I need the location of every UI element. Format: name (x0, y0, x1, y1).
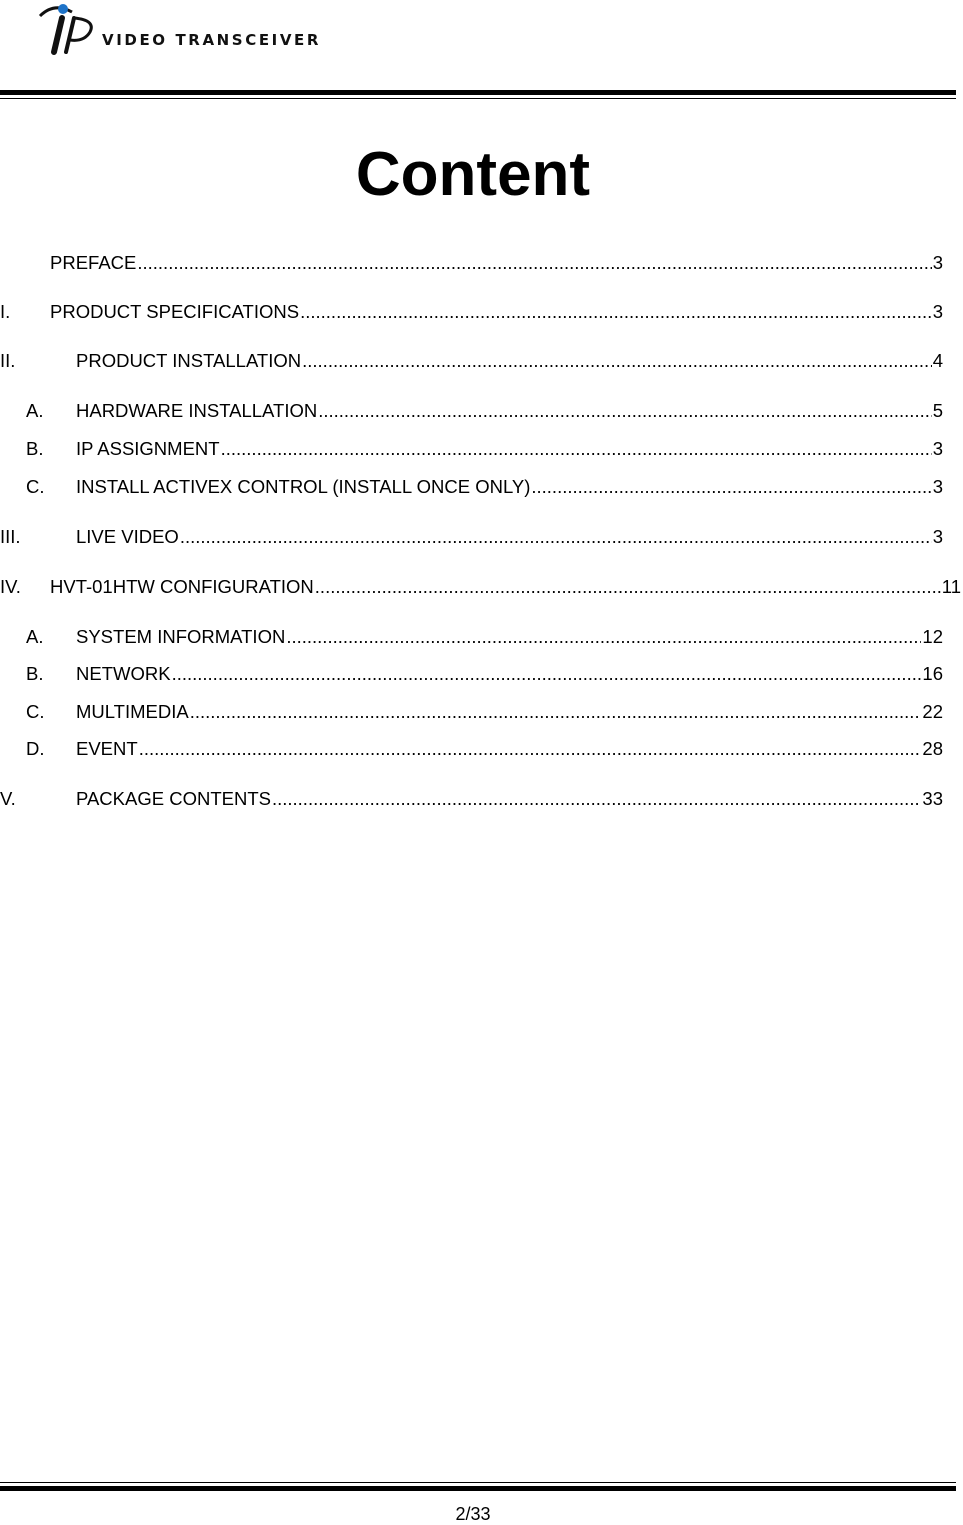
toc-leader-dots (318, 399, 931, 423)
toc-leader-dots (531, 475, 931, 499)
toc-entry-title: HVT-01HTW CONFIGURATION (50, 576, 314, 597)
toc-entry-title: PREFACE (50, 252, 137, 273)
toc-entry-title: INSTALL ACTIVEX CONTROL (INSTALL ONCE ONLY) (76, 476, 531, 497)
toc-entry-install-activex[interactable] (0, 475, 943, 499)
toc-entry-title: PRODUCT SPECIFICATIONS (50, 301, 300, 322)
toc-leader-dots (286, 625, 921, 649)
toc-entry-number: C. (26, 701, 45, 722)
toc-entry-ip-assignment[interactable] (0, 437, 943, 461)
toc-entry-network[interactable] (0, 662, 943, 686)
toc-entry-page: 3 (932, 438, 943, 459)
toc-entry-live-video[interactable] (0, 525, 943, 549)
toc-entry-page: 33 (922, 788, 943, 809)
toc-entry-title: MULTIMEDIA (76, 701, 189, 722)
toc-leader-dots (137, 251, 931, 275)
toc-entry-product-installation[interactable] (0, 349, 943, 373)
toc-leader-dots (272, 787, 921, 811)
toc-entry-page: 3 (932, 476, 943, 497)
toc-entry-preface[interactable] (0, 251, 943, 275)
toc-entry-multimedia[interactable] (0, 700, 943, 724)
toc-entry-page: 22 (922, 701, 943, 722)
toc-entry-number: II. (0, 350, 16, 371)
toc-entry-page: 28 (922, 738, 943, 759)
toc-entry-title: IP ASSIGNMENT (76, 438, 220, 459)
toc-leader-dots (300, 300, 932, 324)
toc-entry-page: 12 (922, 626, 943, 647)
toc-entry-page: 3 (932, 301, 943, 322)
toc-entry-page: 3 (932, 252, 943, 273)
toc-entry-number: A. (26, 400, 44, 421)
toc-entry-number: I. (0, 301, 11, 322)
page-title: Content (355, 140, 591, 209)
toc-leader-dots (221, 437, 932, 461)
footer-rule-thick (0, 1486, 956, 1491)
toc-entry-number: A. (26, 626, 44, 647)
footer-rule-thin (0, 1482, 956, 1483)
toc-entry-title: EVENT (76, 738, 138, 759)
toc-entry-number: B. (26, 663, 44, 684)
toc-entry-number: B. (26, 438, 44, 459)
toc-entry-event[interactable] (0, 737, 943, 761)
toc-entry-page: 4 (932, 350, 943, 371)
toc-leader-dots (172, 662, 922, 686)
page-number: 2/33 (455, 1504, 491, 1524)
toc-entry-page: 16 (922, 663, 943, 684)
toc-entry-number: D. (26, 738, 45, 759)
toc-entry-title: PRODUCT INSTALLATION (76, 350, 302, 371)
toc-entry-number: C. (26, 476, 45, 497)
toc-entry-number: V. (0, 788, 16, 809)
toc-entry-page: 5 (932, 400, 943, 421)
toc-leader-dots (139, 737, 922, 761)
toc-entry-hardware-installation[interactable] (0, 399, 943, 423)
toc-entry-system-information[interactable] (0, 625, 943, 649)
toc-entry-title: NETWORK (76, 663, 171, 684)
toc-entry-title: PACKAGE CONTENTS (76, 788, 271, 809)
toc-entry-configuration[interactable] (0, 575, 961, 599)
toc-entry-package-contents[interactable] (0, 787, 943, 811)
toc-entry-number: IV. (0, 576, 21, 597)
toc-entry-page: 11 (941, 576, 961, 597)
toc-entry-number: III. (0, 526, 21, 547)
toc-entry-page: 3 (932, 526, 943, 547)
toc-leader-dots (190, 700, 922, 724)
logo-wordmark: VIDEO TRANSCEIVER (102, 31, 322, 49)
toc-leader-dots (315, 575, 941, 599)
toc-entry-title: HARDWARE INSTALLATION (76, 400, 318, 421)
toc-entry-title: LIVE VIDEO (76, 526, 179, 547)
toc-leader-dots (302, 349, 932, 373)
toc-entry-title: SYSTEM INFORMATION (76, 626, 286, 647)
toc-leader-dots (180, 525, 932, 549)
toc-entry-product-specifications[interactable] (0, 300, 943, 324)
